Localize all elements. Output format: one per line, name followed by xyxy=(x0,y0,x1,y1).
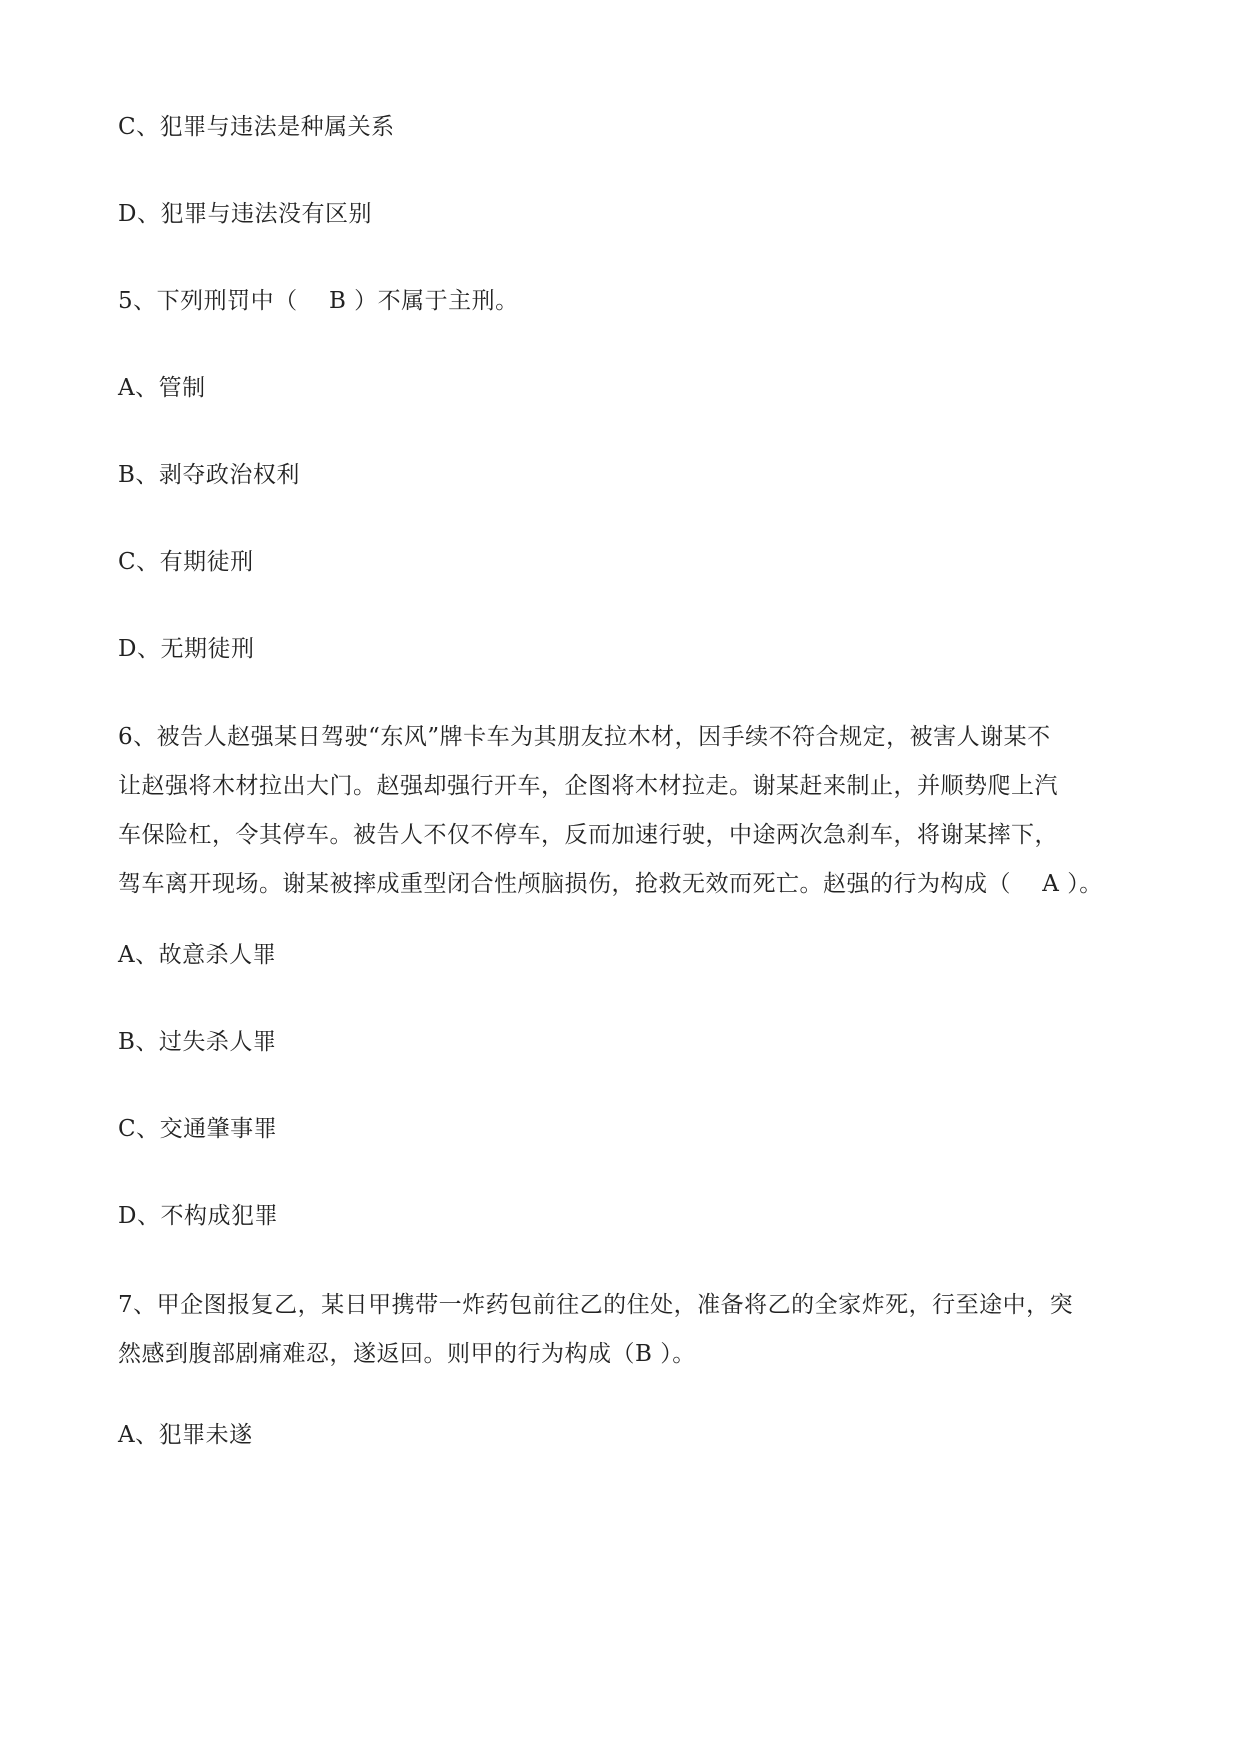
question-6-line-3: 车保险杠，令其停车。被告人不仅不停车，反而加速行驶，中途两次急刹车，将谢某摔下， xyxy=(118,822,1058,848)
question-6-line-1: 6、被告人赵强某日驾驶“东风”牌卡车为其朋友拉木材，因手续不符合规定，被害人谢某不 xyxy=(118,724,1051,750)
option-q5-b: B、剥夺政治权利 xyxy=(118,462,300,488)
question-5: 5、下列刑罚中（ B ）不属于主刑。 xyxy=(118,288,519,314)
option-q6-c: C、交通肇事罪 xyxy=(118,1116,278,1142)
question-7-line-1: 7、甲企图报复乙，某日甲携带一炸药包前往乙的住处，准备将乙的全家炸死，行至途中，突 xyxy=(118,1292,1074,1318)
question-6-line-4: 驾车离开现场。谢某被摔成重型闭合性颅脑损伤，抢救无效而死亡。赵强的行为构成（ A ）。 xyxy=(118,871,1103,897)
question-7 xyxy=(118,1281,1130,1379)
question-7-line-2: 然感到腹部剧痛难忍，遂返回。则甲的行为构成（B ）。 xyxy=(118,1341,696,1367)
option-q6-d: D、不构成犯罪 xyxy=(118,1203,278,1229)
option-q4-c: C、犯罪与违法是种属关系 xyxy=(118,114,395,140)
option-q6-b: B、过失杀人罪 xyxy=(118,1029,277,1055)
option-q5-c: C、有期徒刑 xyxy=(118,549,254,575)
question-6-line-2: 让赵强将木材拉出大门。赵强却强行开车，企图将木材拉走。谢某赶来制止，并顺势爬上汽 xyxy=(118,773,1058,799)
option-q4-d: D、犯罪与违法没有区别 xyxy=(118,201,372,227)
question-6 xyxy=(118,713,1130,909)
option-q5-a: A、管制 xyxy=(118,375,206,401)
option-q7-a: A、犯罪未遂 xyxy=(118,1422,253,1448)
option-q6-a: A、故意杀人罪 xyxy=(118,942,277,968)
option-q5-d: D、无期徒刑 xyxy=(118,636,255,662)
